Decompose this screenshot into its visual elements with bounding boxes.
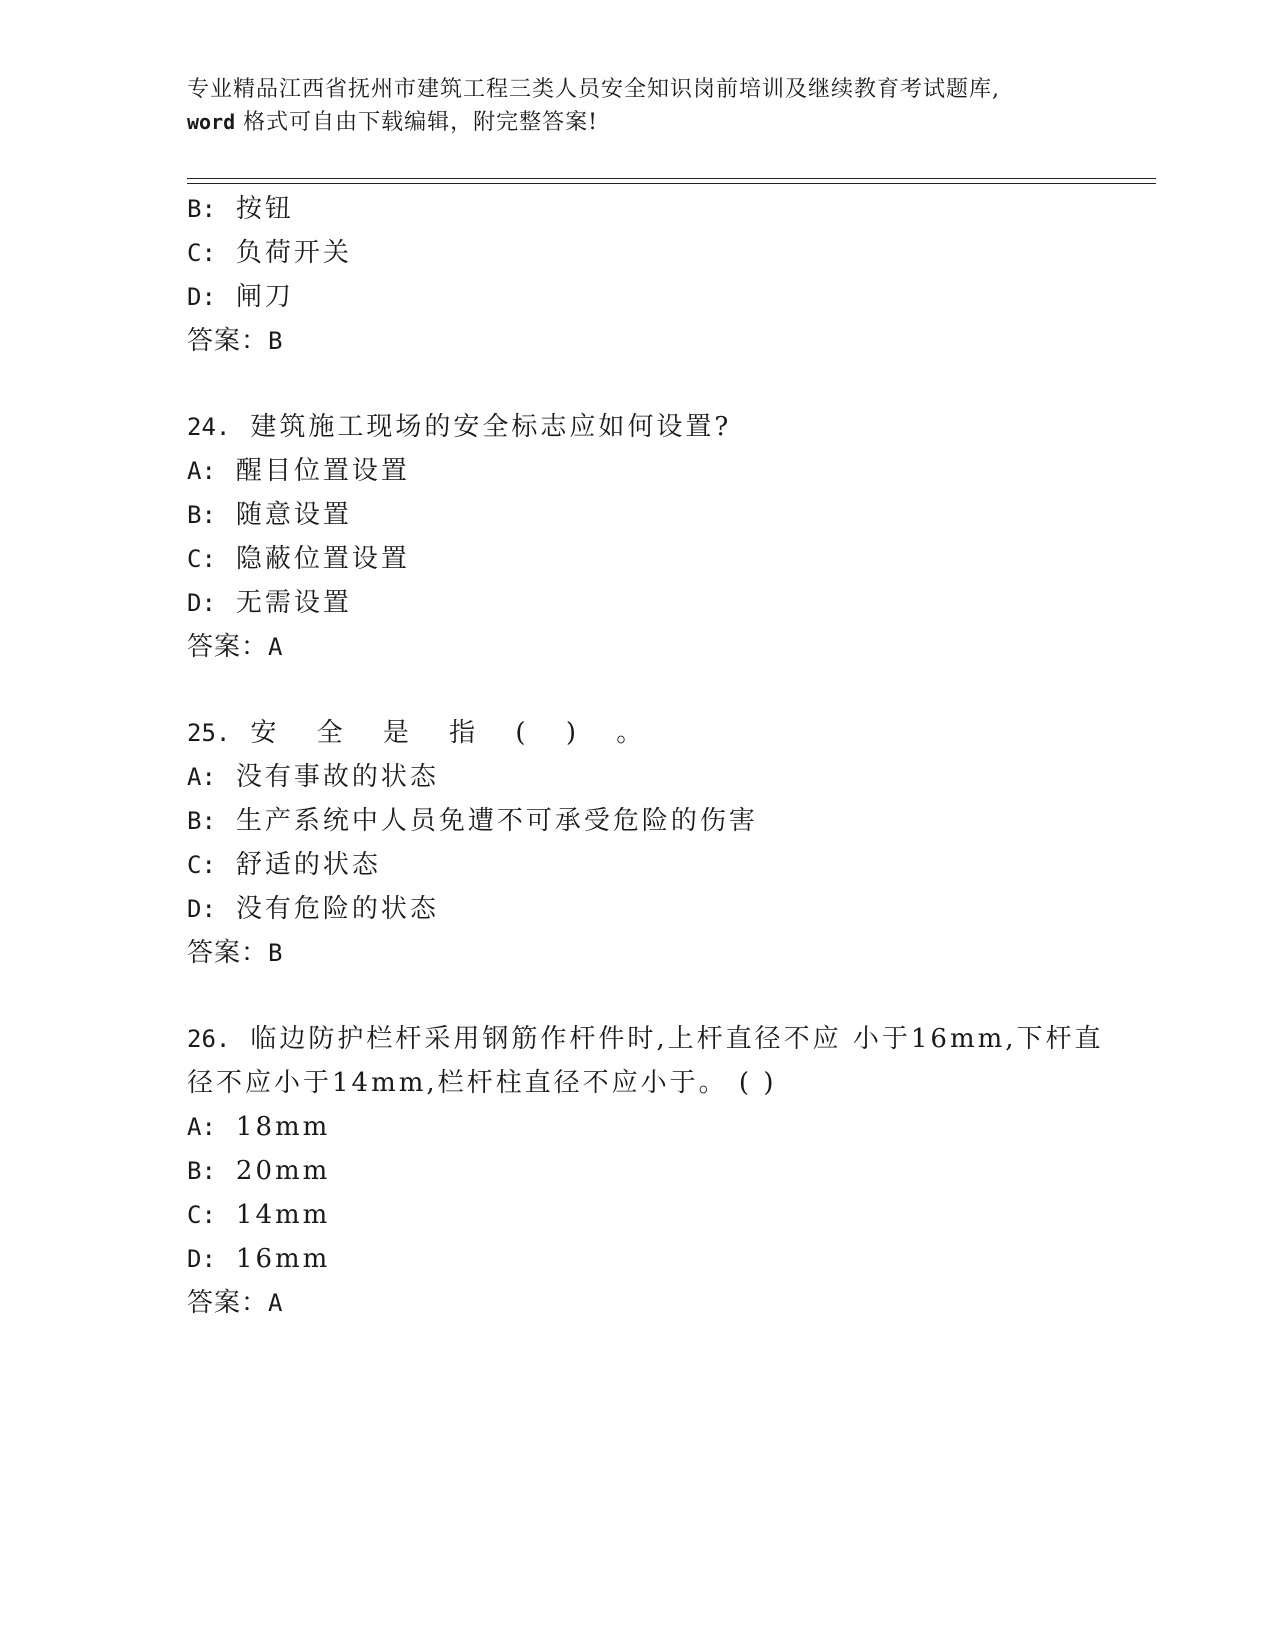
q25-stem: 25. 安 全 是 指 ( ) 。 xyxy=(187,718,659,748)
q25-option-c: C: 舒适的状态 xyxy=(187,850,381,880)
q24-stem: 24. 建筑施工现场的安全标志应如何设置? xyxy=(187,412,732,442)
q23-option-c: C: 负荷开关 xyxy=(187,238,352,268)
q26-option-a: A: 18mm xyxy=(187,1112,331,1142)
q23-option-b: B: 按钮 xyxy=(187,194,294,224)
q26-stem-line-1: 26. 临边防护栏杆采用钢筋作杆件时,上杆直径不应 小于16mm,下杆直 xyxy=(187,1024,1104,1054)
q25-option-b: B: 生产系统中人员免遭不可承受危险的伤害 xyxy=(187,806,758,836)
q26-option-b: B: 20mm xyxy=(187,1156,331,1186)
q25-option-a: A: 没有事故的状态 xyxy=(187,762,439,792)
header-divider-bottom xyxy=(187,183,1156,184)
q26-option-d: D: 16mm xyxy=(187,1244,331,1274)
q23-option-d: D: 闸刀 xyxy=(187,282,294,312)
q24-option-c: C: 隐蔽位置设置 xyxy=(187,544,410,574)
q25-option-d: D: 没有危险的状态 xyxy=(187,894,439,924)
q26-answer: 答案：A xyxy=(187,1288,284,1318)
q24-option-b: B: 随意设置 xyxy=(187,500,352,530)
header-line-2-rest: 格式可自由下载编辑，附完整答案! xyxy=(235,110,599,135)
header-line-2 xyxy=(187,106,1087,139)
q24-answer: 答案：A xyxy=(187,632,284,662)
q24-option-a: A: 醒目位置设置 xyxy=(187,456,410,486)
q25-answer: 答案：B xyxy=(187,938,284,968)
q24-option-d: D: 无需设置 xyxy=(187,588,352,618)
header-divider-top xyxy=(187,178,1156,179)
q26-stem-line-2: 径不应小于14mm,栏杆柱直径不应小于。 ( ) xyxy=(187,1068,777,1098)
header-line-1: 专业精品江西省抚州市建筑工程三类人员安全知识岗前培训及继续教育考试题库, xyxy=(187,77,1000,102)
document-header xyxy=(187,74,1087,139)
header-word-label: word xyxy=(187,110,236,134)
q26-option-c: C: 14mm xyxy=(187,1200,331,1230)
q23-answer: 答案：B xyxy=(187,326,284,356)
